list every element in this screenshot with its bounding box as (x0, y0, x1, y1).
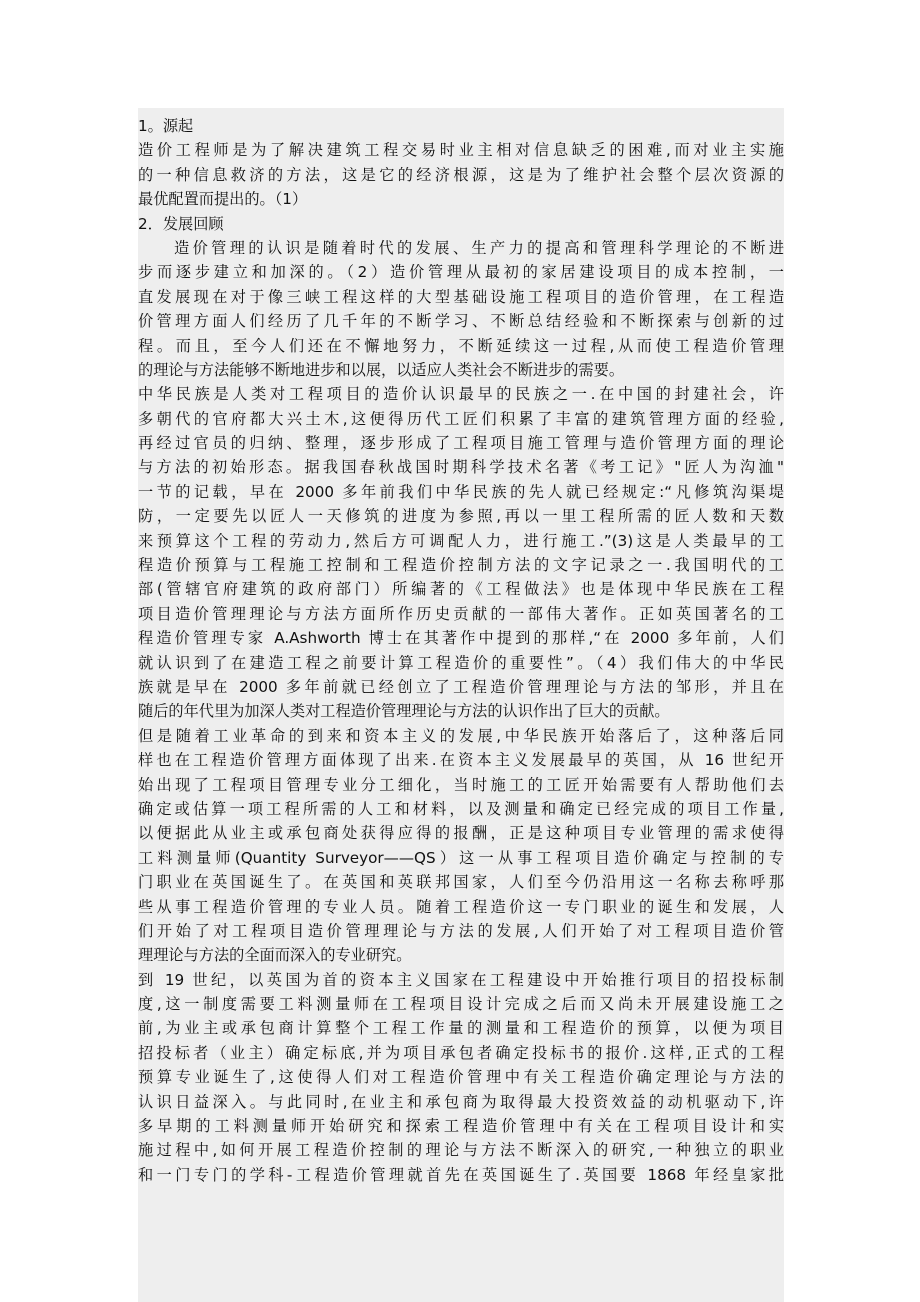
text-line: 度,这一制度需要工料测量师在工程项目设计完成之后而又尚未开展建设施工之 (138, 995, 784, 1014)
text-line: 造价管理的认识是随着时代的发展、生产力的提高和管理科学理论的不断进 (174, 238, 784, 257)
text-line: 造价工程师是为了解决建筑工程交易时业主相对信息缺乏的困难,而对业主实施 (138, 141, 784, 160)
text-line: 确定或估算一项工程所需的人工和材料，以及测量和确定已经完成的项目工作量, (138, 799, 784, 818)
document-page (138, 108, 784, 1302)
text-line: 些从事工程造价管理的专业人员。随着工程造价这一专门职业的诞生和发展，人 (138, 897, 784, 916)
text-line: 招投标者（业主）确定标底,并为项目承包者确定投标书的报价.这样,正式的工程 (138, 1043, 784, 1062)
text-line: 与方法的初始形态。据我国春秋战国时期科学技术名著《考工记》"匠人为沟洫" (138, 458, 784, 477)
text-line: 样也在工程造价管理方面体现了出来.在资本主义发展最早的英国，从 16 世纪开 (138, 751, 784, 770)
text-line: 但是随着工业革命的到来和资本主义的发展,中华民族开始落后了，这种落后同 (138, 726, 784, 745)
document-body (138, 114, 784, 1187)
text-line: 始出现了工程项目管理专业分工细化，当时施工的工匠开始需要有人帮助他们去 (138, 775, 784, 794)
text-line: 族就是早在 2000 多年前就已经创立了工程造价管理理论与方法的邹形，并且在 (138, 677, 784, 696)
text-line: 项目造价管理理论与方法方面所作历史贡献的一部伟大著作。正如英国著名的工 (138, 604, 784, 623)
text-line: 防，一定要先以匠人一天修筑的进度为参照,再以一里工程所需的匠人数和天数 (138, 507, 784, 526)
text-line: 前,为业主或承包商计算整个工程工作量的测量和工程造价的预算，以便为项目 (138, 1019, 784, 1038)
text-line: 的理论与方法能够不断地进步和以展，以适应人类社会不断进步的需要。 (138, 360, 624, 379)
text-line: 来预算这个工程的劳动力,然后方可调配人力，进行施工.”(3)这是人类最早的工 (138, 531, 784, 550)
text-line: 程造价管理专家 A.Ashworth 博士在其著作中提到的那样,“在 2000 多年前，人们 (138, 629, 784, 648)
text-line: 价管理方面人们经历了几千年的不断学习、不断总结经验和不断探索与创新的过 (138, 312, 784, 331)
text-line: 多朝代的官府都大兴土木,这便得历代工匠们积累了丰富的建筑管理方面的经验, (138, 409, 784, 428)
text-line: 随后的年代里为加深人类对工程造价管理理论与方法的认识作出了巨大的贡献。 (138, 702, 670, 721)
text-line: 一节的记载，早在 2000 多年前我们中华民族的先人就已经规定:“凡修筑沟渠堤 (138, 482, 784, 501)
text-line: 多早期的工料测量师开始研究和探索工程造价管理中有关在工程项目设计和实 (138, 1117, 784, 1136)
text-line: 理理论与方法的全面而深入的专业研究。 (138, 946, 412, 965)
text-line: 门职业在英国诞生了。在英国和英联邦国家，人们至今仍沿用这一名称去称呼那 (138, 873, 784, 892)
text-line: 就认识到了在建造工程之前要计算工程造价的重要性”。（4）我们伟大的中华民 (138, 653, 784, 672)
text-line: 程。而且，至今人们还在不懈地努力，不断延续这一过程,从而使工程造价管理 (138, 336, 784, 355)
text-line: 工料测量师(Quantity Surveyor——QS）这一从事工程项目造价确定与控制的专 (138, 848, 784, 867)
text-line: 以便据此从业主或承包商处获得应得的报酬，正是这种项目专业管理的需求使得 (138, 824, 784, 843)
text-line: 们开始了对工程项目造价管理理论与方法的发展,人们开始了对工程项目造价管 (138, 921, 784, 940)
text-line: 到 19 世纪，以英国为首的资本主义国家在工程建设中开始推行项目的招投标制 (138, 970, 784, 989)
text-line: 中华民族是人类对工程项目的造价认识最早的民族之一.在中国的封建社会，许 (138, 385, 784, 404)
text-line: 直发展现在对于像三峡工程这样的大型基础设施工程项目的造价管理，在工程造 (138, 287, 784, 306)
text-line: 步而逐步建立和加深的。（2）造价管理从最初的家居建设项目的成本控制，一 (138, 263, 784, 282)
text-line: 最优配置而提出的。（1） (138, 190, 308, 209)
text-line: 部(管辖官府建筑的政府部门）所编著的《工程做法》也是体现中华民族在工程 (138, 580, 784, 599)
text-line: 认识日益深入。与此同时,在业主和承包商为取得最大投资效益的动机驱动下,许 (138, 1092, 784, 1111)
text-line: 2．发展回顾 (138, 214, 224, 233)
text-line: 和一门专门的学科-工程造价管理就首先在英国诞生了.英国要 1868 年经皇家批 (138, 1165, 784, 1184)
text-line: 预算专业诞生了,这使得人们对工程造价管理中有关工程造价确定理论与方法的 (138, 1068, 784, 1087)
text-line: 施过程中,如何开展工程造价控制的理论与方法不断深入的研究,一种独立的职业 (138, 1141, 784, 1160)
text-line: 的一种信息救济的方法，这是它的经济根源，这是为了维护社会整个层次资源的 (138, 165, 784, 184)
text-line: 再经过官员的归纳、整理，逐步形成了工程项目施工管理与造价管理方面的理论 (138, 434, 784, 453)
text-line: 程造价预算与工程施工控制和工程造价控制方法的文字记录之一.我国明代的工 (138, 556, 784, 575)
text-line: 1。源起 (138, 117, 194, 135)
